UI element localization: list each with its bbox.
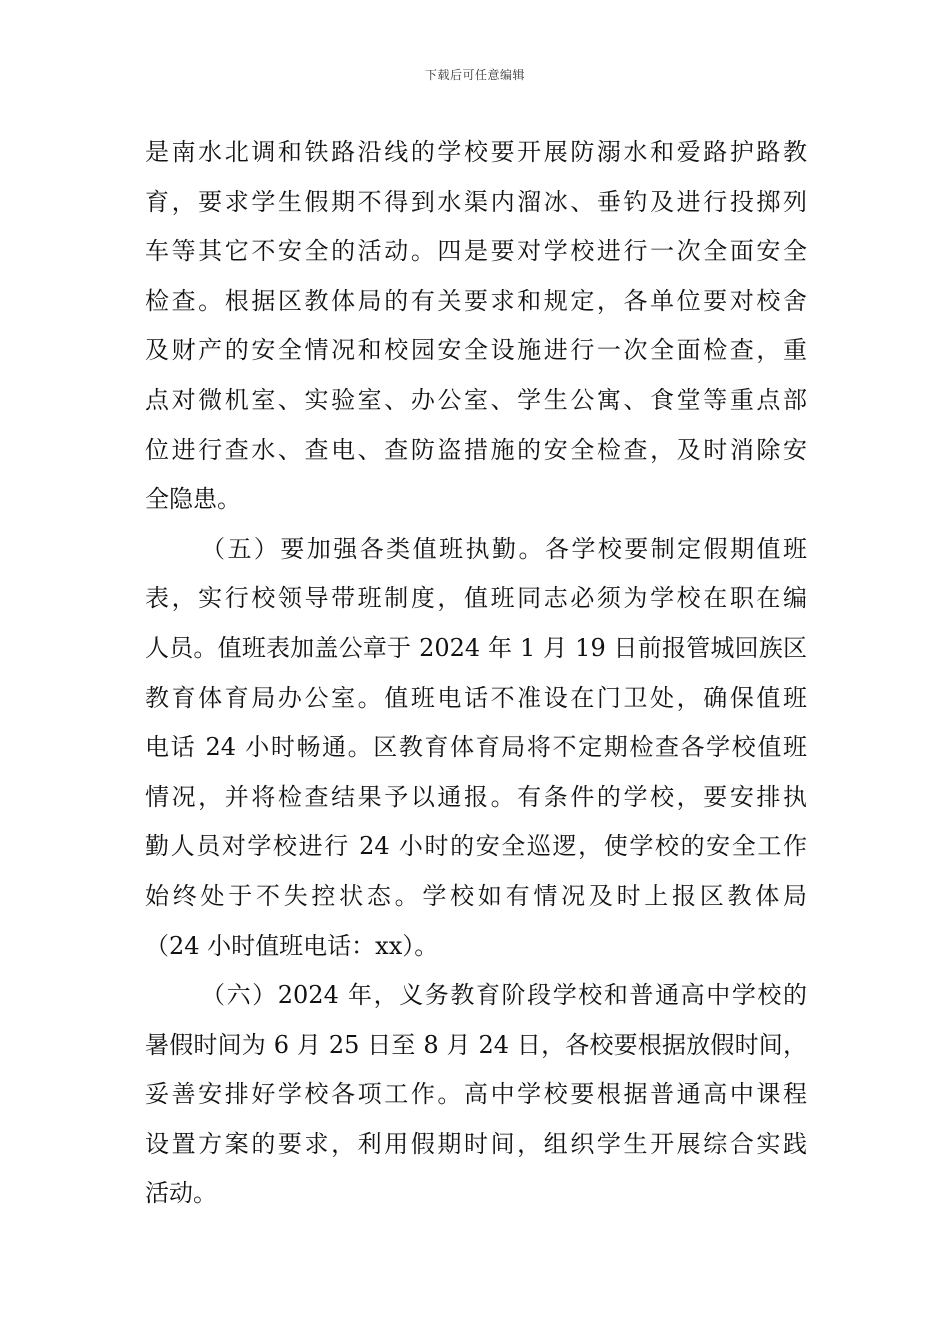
text-line: 车等其它不安全的活动。四是要对学校进行一次全面安全: [145, 237, 807, 266]
text-line: 设置方案的要求，利用假期时间，组织学生开展综合实践: [145, 1129, 807, 1158]
text-line: 妥善安排好学校各项工作。高中学校要根据普通高中课程: [145, 1080, 807, 1109]
text-line: 全隐患。: [145, 485, 241, 514]
text-line: 勤人员对学校进行 24 小时的安全巡逻，使学校的安全工作: [145, 832, 807, 861]
text-line: 是南水北调和铁路沿线的学校要开展防溺水和爱路护路教: [145, 138, 807, 166]
text-line: 情况，并将检查结果予以通报。有条件的学校，要安排执: [145, 782, 807, 811]
paragraph-section-6: [145, 971, 807, 1219]
page-header: 下载后可任意编辑: [424, 68, 525, 82]
text-line: 暑假时间为 6 月 25 日至 8 月 24 日，各校要根据放假时间，: [145, 1030, 807, 1059]
text-line: 表，实行校领导带班制度，值班同志必须为学校在职在编: [145, 584, 807, 613]
paragraph-section-5: [145, 525, 807, 971]
paragraph-continuation: [145, 128, 807, 525]
text-line: （五）要加强各类值班执勤。各学校要制定假期值班: [201, 534, 807, 563]
text-line: （24 小时值班电话：xx）。: [145, 931, 439, 960]
text-line: 活动。: [145, 1179, 217, 1208]
text-line: 教育体育局办公室。值班电话不准设在门卫处，确保值班: [145, 683, 807, 712]
text-line: 点对微机室、实验室、办公室、学生公寓、食堂等重点部: [145, 385, 807, 414]
text-line: 及财产的安全情况和校园安全设施进行一次全面检查，重: [145, 336, 807, 365]
text-line: 人员。值班表加盖公章于 2024 年 1 月 19 日前报管城回族区: [145, 633, 807, 662]
text-line: 位进行查水、查电、查防盗措施的安全检查，及时消除安: [145, 435, 807, 464]
text-line: （六）2024 年，义务教育阶段学校和普通高中学校的: [201, 981, 807, 1010]
document-body: [145, 128, 807, 1219]
text-line: 检查。根据区教体局的有关要求和规定，各单位要对校舍: [145, 286, 807, 315]
text-line: 始终处于不失控状态。学校如有情况及时上报区教体局: [145, 881, 807, 910]
text-line: 电话 24 小时畅通。区教育体育局将不定期检查各学校值班: [145, 733, 807, 762]
text-line: 育，要求学生假期不得到水渠内溜冰、垂钓及进行投掷列: [145, 187, 807, 216]
